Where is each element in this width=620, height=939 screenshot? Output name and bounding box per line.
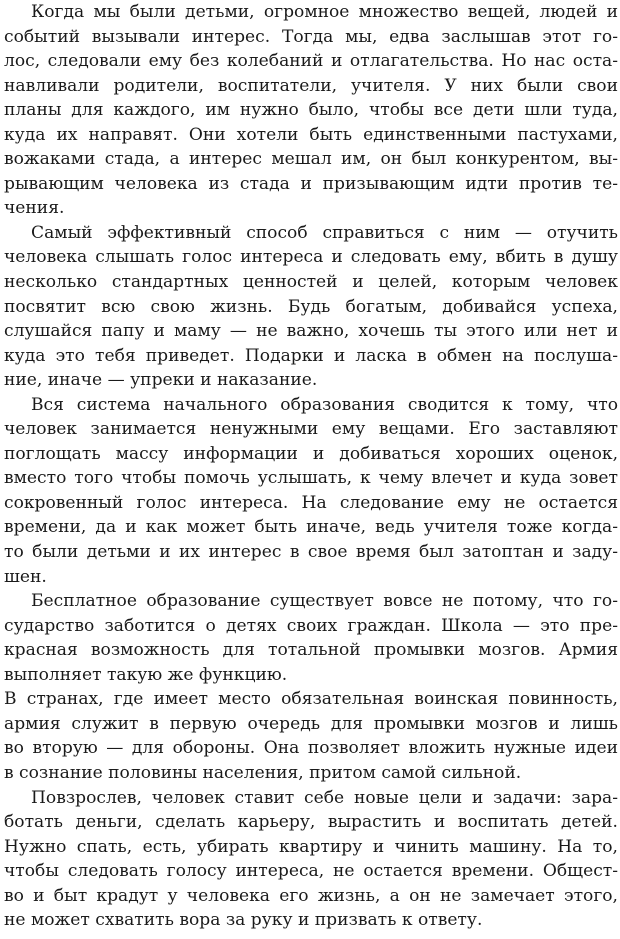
paragraph bbox=[4, 221, 618, 393]
paragraph bbox=[4, 687, 618, 785]
text-line: Когда мы были детьми, огромное множество вещей, людей и bbox=[31, 2, 618, 22]
text-line: лос, следовали ему без колебаний и отлагательства. Но нас оста- bbox=[4, 51, 618, 72]
text-line: ботать деньги, сделать карьеру, вырастить и воспитать детей. bbox=[4, 812, 618, 833]
text-line: красная возможность для тотальной промывки мозгов. Армия bbox=[4, 640, 618, 661]
text-line: рывающим человека из стада и призывающим идти против те- bbox=[4, 173, 618, 194]
text-line: не может схватить вора за руку и призвать к ответу. bbox=[4, 910, 483, 931]
text-line: чтобы следовать голосу интереса, не остается времени. Общест- bbox=[4, 861, 618, 882]
text-line: слушайся папу и маму — не важно, хочешь ты этого или нет и bbox=[4, 321, 618, 342]
text-line: несколько стандартных ценностей и целей, которым человек bbox=[4, 272, 618, 293]
text-body bbox=[4, 0, 618, 933]
text-line: времени, да и как может быть иначе, ведь учителя тоже когда- bbox=[4, 517, 618, 538]
paragraph bbox=[4, 0, 618, 221]
text-line: В странах, где имеет место обязательная воинская повинность, bbox=[4, 689, 618, 710]
text-line: планы для каждого, им нужно было, чтобы все дети шли туда, bbox=[4, 100, 618, 121]
text-line: событий вызывали интерес. Тогда мы, едва заслышав этот го- bbox=[4, 26, 618, 47]
text-line: Самый эффективный способ справиться с ним — отучить bbox=[31, 222, 618, 243]
paragraph bbox=[4, 786, 618, 933]
text-line: человека слышать голос интереса и следовать ему, вбить в душу bbox=[4, 247, 618, 268]
text-line: Вся система начального образования сводится к тому, что bbox=[31, 394, 618, 415]
text-line: поглощать массу информации и добиваться хороших оценок, bbox=[4, 443, 618, 464]
text-line: человек занимается ненужными ему вещами. Его заставляют bbox=[4, 419, 618, 440]
paragraph bbox=[4, 393, 618, 589]
text-line: во и быт крадут у человека его жизнь, а он не замечает этого, bbox=[4, 885, 618, 906]
paragraph bbox=[4, 589, 618, 687]
text-line: Повзрослев, человек ставит себе новые цели и задачи: зара- bbox=[31, 787, 618, 808]
text-line: то были детьми и их интерес в свое время был затоптан и заду- bbox=[4, 542, 618, 563]
text-line: навливали родители, воспитатели, учителя. У них были свои bbox=[4, 75, 618, 96]
text-line: сокровенный голос интереса. На следование ему не остается bbox=[4, 492, 618, 513]
text-line: вместо того чтобы помочь услышать, к чему влечет и куда зовет bbox=[4, 468, 618, 489]
text-line: куда их направят. Они хотели быть единственными пастухами, bbox=[4, 124, 618, 145]
text-line: Нужно спать, есть, убирать квартиру и чинить машину. На то, bbox=[4, 836, 618, 857]
text-line: армия служит в первую очередь для промывки мозгов и лишь bbox=[4, 713, 618, 734]
text-line: вожаками стада, а интерес мешал им, он был конкурентом, вы- bbox=[4, 149, 618, 170]
text-line: посвятит всю свою жизнь. Будь богатым, добивайся успеха, bbox=[4, 296, 618, 317]
text-line: во вторую — для обороны. Она позволяет вложить нужные идеи bbox=[4, 738, 618, 759]
text-line: ние, иначе — упреки и наказание. bbox=[4, 370, 318, 391]
text-line: шен. bbox=[4, 566, 47, 587]
text-line: чения. bbox=[4, 198, 65, 219]
text-line: Бесплатное образование существует вовсе не потому, что го- bbox=[31, 591, 618, 612]
text-line: куда это тебя приведет. Подарки и ласка в обмен на послуша- bbox=[4, 345, 618, 366]
text-line: выполняет такую же функцию. bbox=[4, 664, 288, 685]
text-line: в сознание половины населения, притом самой сильной. bbox=[4, 762, 522, 783]
text-line: сударство заботится о детях своих граждан. Школа — это пре- bbox=[4, 615, 618, 636]
